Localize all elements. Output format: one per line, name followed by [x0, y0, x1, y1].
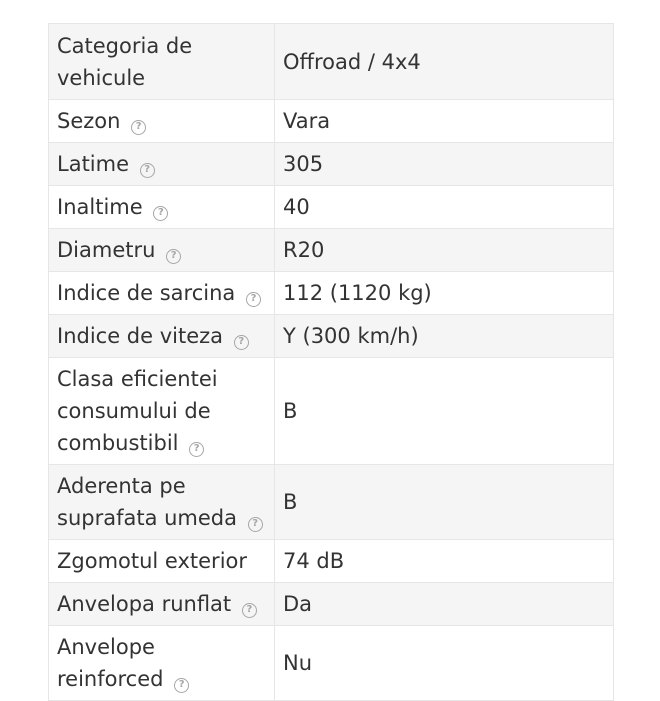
spec-label-text: Zgomotul exterior [57, 549, 248, 573]
spec-label-text: Sezon [57, 109, 121, 133]
table-row [49, 315, 614, 358]
table-row [49, 229, 614, 272]
spec-label [49, 24, 275, 100]
table-row [49, 143, 614, 186]
spec-value: B [275, 465, 614, 540]
spec-label [49, 315, 275, 358]
spec-label-text: Anvelopa runflat [57, 592, 232, 616]
spec-label [49, 358, 275, 465]
table-row [49, 583, 614, 626]
spec-value: 112 (1120 kg) [275, 272, 614, 315]
spec-value: Y (300 km/h) [275, 315, 614, 358]
spec-label [49, 465, 275, 540]
table-row [49, 626, 614, 701]
spec-label [49, 583, 275, 626]
question-circle-icon[interactable]: ? [166, 249, 181, 264]
spec-value: 40 [275, 186, 614, 229]
spec-label [49, 272, 275, 315]
spec-label-text: Indice de sarcina [57, 281, 236, 305]
spec-label [49, 143, 275, 186]
spec-label [49, 229, 275, 272]
question-circle-icon[interactable]: ? [246, 292, 261, 307]
question-circle-icon[interactable]: ? [140, 163, 155, 178]
spec-label-text: Aderenta pe suprafata umeda [57, 474, 238, 530]
spec-label-text: Categoria de vehicule [57, 33, 193, 90]
question-circle-icon[interactable]: ? [153, 206, 168, 221]
spec-label-text: Latime [57, 152, 130, 176]
table-row [49, 186, 614, 229]
question-circle-icon[interactable]: ? [234, 335, 249, 350]
spec-label-text: Clasa eficientei consumului de combustibil [57, 367, 218, 455]
spec-value: B [275, 358, 614, 465]
table-row [49, 465, 614, 540]
table-row [49, 24, 614, 100]
specs-table [48, 23, 614, 701]
table-row [49, 100, 614, 143]
spec-value: Nu [275, 626, 614, 701]
table-row [49, 272, 614, 315]
question-circle-icon[interactable]: ? [131, 120, 146, 135]
spec-label [49, 186, 275, 229]
question-circle-icon[interactable]: ? [242, 603, 257, 618]
spec-value: 74 dB [275, 540, 614, 583]
spec-value: Vara [275, 100, 614, 143]
spec-value: Da [275, 583, 614, 626]
question-circle-icon[interactable]: ? [248, 517, 263, 532]
spec-label-text: Diametru [57, 238, 156, 262]
spec-label-text: Anvelope reinforced [57, 635, 164, 691]
spec-label-text: Inaltime [57, 195, 143, 219]
spec-label-text: Indice de viteza [57, 324, 224, 348]
spec-value: R20 [275, 229, 614, 272]
spec-value: Offroad / 4x4 [275, 24, 614, 100]
question-circle-icon[interactable]: ? [174, 678, 189, 693]
table-row [49, 540, 614, 583]
spec-value: 305 [275, 143, 614, 186]
spec-label [49, 626, 275, 701]
spec-label [49, 540, 275, 583]
table-row [49, 358, 614, 465]
spec-label [49, 100, 275, 143]
question-circle-icon[interactable]: ? [189, 442, 204, 457]
